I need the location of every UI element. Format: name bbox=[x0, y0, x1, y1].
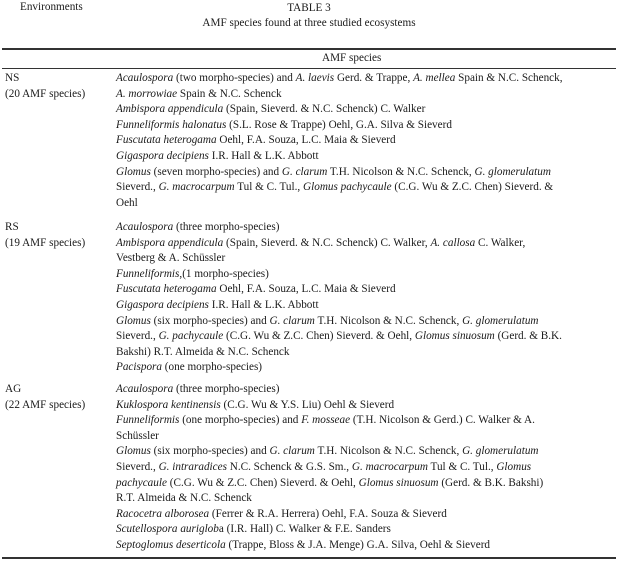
species-authority: Gerd. & Trappe, bbox=[334, 72, 414, 84]
species-authority: (Ferrer & R.A. Herrera) Oehl, F.A. Souza & Sieverd bbox=[209, 507, 447, 520]
species-authority: (Gerd. & B.K. bbox=[494, 330, 562, 343]
species-line bbox=[116, 538, 612, 554]
species-authority: Sieverd., bbox=[116, 330, 159, 343]
species-name: Gigaspora decipiens bbox=[116, 149, 209, 162]
species-authority: (one morpho-species) and bbox=[179, 414, 302, 427]
species-authority: N.C. Schenck & G.S. Sm., bbox=[226, 460, 352, 473]
species-line bbox=[116, 522, 612, 538]
species-name: F. mosseae bbox=[301, 414, 351, 427]
species-authority: Oehl, F.A. Souza, L.C. Maia & Sieverd bbox=[216, 134, 396, 147]
species-name: Glomus pachycaule bbox=[303, 181, 392, 194]
species-name: Gigaspora decipiens bbox=[116, 298, 209, 311]
species-authority: (seven morpho-species) and bbox=[150, 165, 282, 178]
species-line bbox=[116, 102, 612, 118]
environment-species-count: (22 AMF species) bbox=[5, 398, 86, 411]
species-name: Acaulospora bbox=[116, 383, 174, 395]
species-name: Acaulospora bbox=[116, 72, 174, 84]
species-name: G. pachycaule bbox=[158, 330, 224, 343]
species-line bbox=[116, 491, 612, 507]
species-name: G. glomerulatum bbox=[474, 165, 551, 178]
species-authority: I.R. Hall & L.K. Abbott bbox=[208, 149, 319, 162]
species-line bbox=[116, 398, 612, 414]
species-line bbox=[116, 413, 612, 429]
species-name: Kuklospora kentinensis bbox=[116, 398, 221, 411]
species-line bbox=[116, 196, 612, 212]
species-name: G. glomerulatum bbox=[462, 445, 539, 458]
species-name: G. intraradices bbox=[158, 460, 227, 473]
species-line bbox=[116, 429, 612, 445]
species-name: Glomus bbox=[116, 445, 151, 458]
species-name: Glomus bbox=[116, 165, 151, 178]
species-authority: (C.G. Wu & Y.S. Liu) Oehl & Sieverd bbox=[220, 398, 395, 411]
species-cell bbox=[116, 220, 612, 376]
species-name: Funneliformis bbox=[116, 414, 180, 427]
species-authority: (C.G. Wu & Z.C. Chen) Sieverd. & Oehl, bbox=[223, 330, 415, 343]
species-authority: ,(1 morpho-species) bbox=[179, 267, 269, 280]
species-name: Ambispora appendicula bbox=[116, 236, 224, 249]
species-authority: Tul & C. Tul., bbox=[427, 460, 497, 473]
species-authority: Oehl, F.A. Souza, L.C. Maia & Sieverd bbox=[216, 283, 396, 296]
species-name: Septoglomus deserticola bbox=[116, 538, 226, 551]
species-authority: Schüssler bbox=[116, 429, 159, 442]
species-authority: (three morpho-species) bbox=[173, 221, 280, 233]
species-authority: I.R. Hall & L.K. Abbott bbox=[208, 298, 319, 311]
species-authority: T.H. Nicolson & N.C. Schenck, bbox=[327, 165, 475, 178]
species-line bbox=[116, 382, 612, 398]
species-line bbox=[116, 251, 612, 267]
species-name: Glomus sinuosum bbox=[414, 330, 495, 343]
species-authority: Spain & N.C. Schenck, bbox=[455, 72, 563, 84]
species-name: Glomus sinuosum bbox=[358, 476, 439, 489]
species-authority: (Gerd. & B.K. Bakshi) bbox=[438, 476, 544, 489]
species-name: Fuscutata heterogama bbox=[116, 134, 217, 147]
species-authority: (six morpho-species) and bbox=[150, 445, 270, 458]
species-line bbox=[116, 149, 612, 165]
species-authority: T.H. Nicolson & N.C. Schenck, bbox=[314, 314, 463, 327]
species-authority: Tul & C. Tul., bbox=[234, 181, 304, 194]
species-name: A. mellea bbox=[413, 72, 456, 84]
species-line bbox=[116, 444, 612, 460]
species-authority: (six morpho-species) and bbox=[150, 314, 270, 327]
species-name: Glomus bbox=[116, 314, 151, 327]
species-line bbox=[116, 460, 612, 476]
species-line bbox=[116, 314, 612, 330]
species-name: A. morrowiae bbox=[116, 87, 178, 100]
environment-cell bbox=[5, 71, 115, 102]
species-name: Funneliformis bbox=[116, 267, 180, 280]
species-authority: C. Walker, bbox=[475, 236, 526, 249]
species-name: G. clarum bbox=[281, 165, 328, 178]
environment-name: RS bbox=[5, 221, 19, 233]
species-cell bbox=[116, 71, 612, 211]
species-line bbox=[116, 236, 612, 252]
species-authority: (one morpho-species) bbox=[162, 361, 263, 374]
species-authority: (C.G. Wu & Z.C. Chen) Sieverd. & Oehl, bbox=[166, 476, 359, 489]
species-line bbox=[116, 282, 612, 298]
species-name: G. clarum bbox=[269, 314, 315, 327]
species-name: G. glomerulatum bbox=[462, 314, 539, 327]
species-line bbox=[116, 329, 612, 345]
bottom-rule bbox=[2, 557, 616, 559]
top-rule bbox=[2, 48, 616, 50]
species-name: Scutellospora auriglob bbox=[116, 523, 219, 536]
species-authority: R.T. Almeida & N.C. Schenck bbox=[116, 492, 252, 505]
species-name: Funneliformis halonatus bbox=[116, 118, 227, 131]
column-header-environments: Environments bbox=[20, 1, 83, 13]
environment-species-count: (20 AMF species) bbox=[5, 87, 86, 100]
environment-name: NS bbox=[5, 72, 20, 84]
species-line bbox=[116, 87, 612, 103]
species-name: A. laevis bbox=[295, 72, 335, 84]
species-name: Racocetra alborosea bbox=[116, 507, 210, 520]
species-authority: Sieverd., bbox=[116, 460, 159, 473]
species-line bbox=[116, 71, 612, 87]
table-title: AMF species found at three studied ecosystems bbox=[202, 17, 416, 29]
species-authority: (Spain, Sieverd. & N.C. Schenck) C. Walker, bbox=[223, 236, 431, 249]
species-name: Glomus bbox=[496, 460, 532, 473]
species-authority: T.H. Nicolson & N.C. Schenck, bbox=[314, 445, 463, 458]
species-authority: Oehl bbox=[116, 196, 138, 209]
species-authority: (S.L. Rose & Trappe) Oehl, G.A. Silva & Sieverd bbox=[226, 118, 452, 131]
species-name: G. clarum bbox=[269, 445, 315, 458]
environment-name: AG bbox=[5, 383, 22, 395]
species-name: Fuscutata heterogama bbox=[116, 283, 217, 296]
column-header-amf-species: AMF species bbox=[322, 52, 382, 64]
species-line bbox=[116, 298, 612, 314]
table-number: TABLE 3 bbox=[287, 2, 331, 14]
species-authority: (Spain, Sieverd. & N.C. Schenck) C. Walker bbox=[223, 103, 426, 116]
environment-cell bbox=[5, 220, 115, 251]
species-authority: Bakshi) R.T. Almeida & N.C. Schenck bbox=[116, 345, 290, 358]
species-line bbox=[116, 345, 612, 361]
species-name: Pacispora bbox=[116, 361, 162, 374]
species-line bbox=[116, 360, 612, 376]
species-authority: Spain & N.C. Schenck bbox=[177, 87, 282, 100]
species-authority: (two morpho-species) and bbox=[173, 72, 296, 84]
species-line bbox=[116, 220, 612, 236]
species-line bbox=[116, 507, 612, 523]
species-authority: (T.H. Nicolson & Gerd.) C. Walker & A. bbox=[350, 414, 535, 427]
species-name: G. macrocarpum bbox=[351, 460, 428, 473]
species-cell bbox=[116, 382, 612, 554]
species-authority: Vestberg & A. Schüssler bbox=[116, 252, 226, 265]
species-authority: (C.G. Wu & Z.C. Chen) Sieverd. & bbox=[391, 181, 554, 194]
species-authority: a (I.R. Hall) C. Walker & F.E. Sanders bbox=[218, 523, 391, 536]
species-name: Acaulospora bbox=[116, 221, 174, 233]
species-name: pachycaule bbox=[116, 476, 167, 489]
species-line bbox=[116, 476, 612, 492]
species-authority: Sieverd., bbox=[116, 181, 159, 194]
species-authority: (Trappe, Bloss & J.A. Menge) G.A. Silva, Oehl & Sieverd bbox=[225, 538, 491, 551]
species-line bbox=[116, 180, 612, 196]
species-line bbox=[116, 165, 612, 181]
environment-species-count: (19 AMF species) bbox=[5, 236, 86, 249]
species-line bbox=[116, 267, 612, 283]
environment-cell bbox=[5, 382, 115, 413]
species-name: A. callosa bbox=[430, 236, 476, 249]
species-name: Ambispora appendicula bbox=[116, 103, 224, 116]
species-line bbox=[116, 118, 612, 134]
species-line bbox=[116, 133, 612, 149]
species-name: G. macrocarpum bbox=[158, 181, 235, 194]
species-authority: (three morpho-species) bbox=[173, 383, 280, 395]
header-rule bbox=[2, 68, 616, 69]
